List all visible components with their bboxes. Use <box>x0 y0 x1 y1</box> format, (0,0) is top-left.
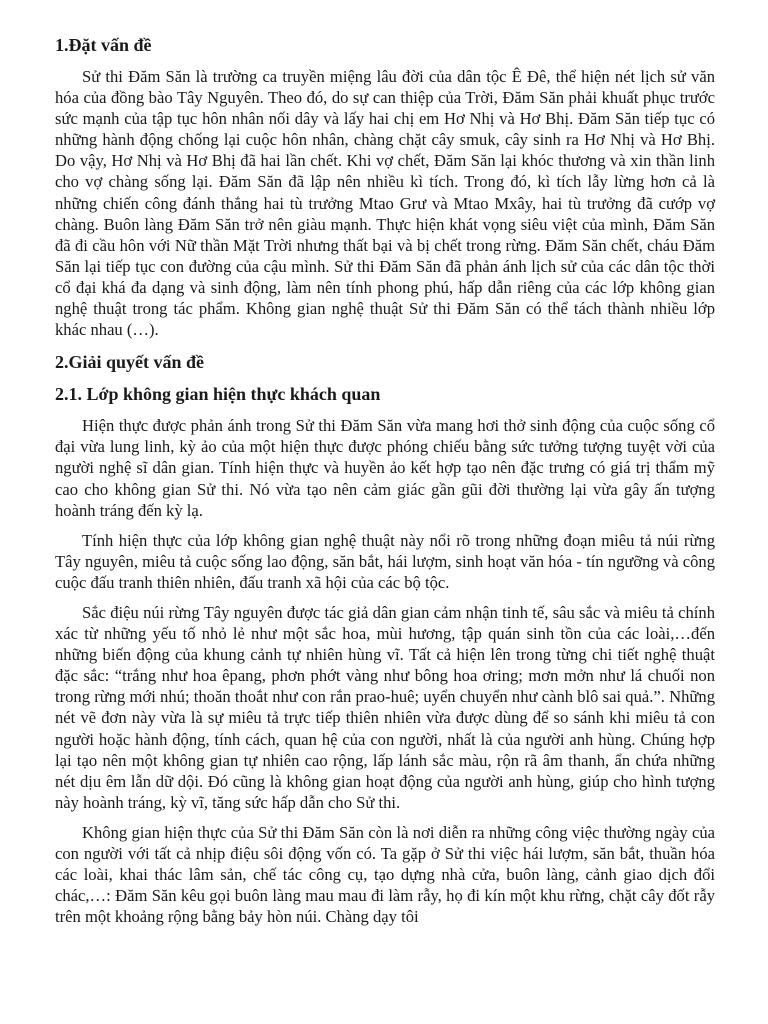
paragraph-intro: Sử thi Đăm Săn là trường ca truyền miệng lâu đời của dân tộc Ê Đê, thể hiện nét lịch sử văn hóa của đồng bào Tây Nguyên. Theo đó, do sự can thiệp của Trời, Đăm Săn phải khuất phục trước sức mạnh của tập tục hôn nhân nối dây và lấy hai chị em Hơ Nhị và Hơ Bhị. Đăm Săn tiếp tục có những hành động chống lại cuộc hôn nhân, chàng chặt cây smuk, cây sinh ra Hơ Nhị và Hơ Bhị. Do vậy, Hơ Nhị và Hơ Bhị đã hai lần chết. Khi vợ chết, Đăm Săn lại khóc thương và xin thần linh cho vợ chàng sống lại. Đăm Săn đã lập nên nhiều kì tích. Trong đó, kì tích lẫy lừng hơn cả là những chiến công đánh thắng hai tù trưởng Mtao Grư và Mtao Mxây, hai tù trưởng đã cướp vợ chàng. Buôn làng Đăm Săn trở nên giàu mạnh. Thực hiện khát vọng siêu việt của mình, Đăm Săn đã đi cầu hôn với Nữ thần Mặt Trời nhưng thất bại và bị chết trong rừng. Đăm Săn chết, cháu Đăm Săn lại tiếp tục con đường của cậu mình. Sử thi Đăm Săn đã phản ánh lịch sử của các dân tộc thời cổ đại khá đa dạng và sinh động, làm nên tính phong phú, hấp dẫn riêng của các lớp không gian nghệ thuật trong tác phẩm. Không gian nghệ thuật Sử thi Đăm Săn có thể tách thành nhiều lớp khác nhau (…). <box>55 67 715 340</box>
paragraph-nature-description: Sắc điệu núi rừng Tây nguyên được tác giả dân gian cảm nhận tinh tế, sâu sắc và miêu tả chính xác từ những yếu tố nhỏ lẻ như một sắc hoa, mùi hương, tập quán sinh tồn của các loài,…đến những biến động của khung cảnh tự nhiên hùng vĩ. Tất cả hiện lên trong từng chi tiết nghệ thuật đặc sắc: “trắng như hoa êpang, phơn phớt vàng như bông hoa ơring; mơn mởn như lá chuối non trong rừng mới nhú; thoăn thoắt như con rắn prao-huê; uyển chuyển như cành blô sai quả.”. Những nét vẽ đơn này vừa là sự miêu tả trực tiếp thiên nhiên vừa được dùng để so sánh khi miêu tả con người hoặc hành động, tính cách, quan hệ của con người, nhất là của người anh hùng. Chúng hợp lại tạo nên một không gian tự nhiên cao rộng, lấp lánh sắc màu, rộn rã âm thanh, ẩn chứa những nét dịu êm lẫn dữ dội. Đó cũng là không gian hoạt động của người anh hùng, giúp cho hình tượng này hoành tráng, kỳ vĩ, tăng sức hấp dẫn cho Sử thi. <box>55 602 715 812</box>
document-page <box>55 33 715 936</box>
paragraph-daily-life: Không gian hiện thực của Sử thi Đăm Săn còn là nơi diễn ra những công việc thường ngày của con người với tất cả nhịp điệu sôi động vốn có. Ta gặp ở Sử thi việc hái lượm, săn bắt, thuần hóa các loài, khai thác lâm sản, chế tác công cụ, tạo dựng nhà cửa, buôn làng, cảnh giao dịch đổi chác,…: Đăm Săn kêu gọi buôn làng mau mau đi làm rẫy, họ đi kín một khu rừng, chặt cây đốt rẫy trên một khoảng rộng bằng bảy hòn núi. Chàng dạy tôi <box>55 822 715 927</box>
section-heading-solution: 2.Giải quyết vấn đề <box>55 352 205 373</box>
section-heading-intro: 1.Đặt vấn đề <box>55 35 152 55</box>
paragraph-reality-scope: Tính hiện thực của lớp không gian nghệ thuật này nổi rõ trong những đoạn miêu tả núi rừng Tây nguyên, miêu tả cuộc sống lao động, săn bắt, hái lượm, sinh hoạt văn hóa - tín ngưỡng và công cuộc đấu tranh thiên nhiên, đấu tranh xã hội của các bộ tộc. <box>55 530 715 592</box>
subsection-heading-objective-space: 2.1. Lớp không gian hiện thực khách quan <box>55 384 381 405</box>
paragraph-reality-overview: Hiện thực được phản ánh trong Sử thi Đăm Săn vừa mang hơi thở sinh động của cuộc sống cổ đại vừa lung linh, kỳ ảo của một hiện thực được phóng chiếu bằng sức tưởng tượng tuyệt vời của người nghệ sĩ dân gian. Tính hiện thực và huyền ảo kết hợp tạo nên đặc trưng có giá trị thẩm mỹ cao cho không gian Sử thi. Nó vừa tạo nên cảm giác gần gũi đời thường lại vừa gây ấn tượng hoành tráng đến kỳ lạ. <box>55 416 715 520</box>
